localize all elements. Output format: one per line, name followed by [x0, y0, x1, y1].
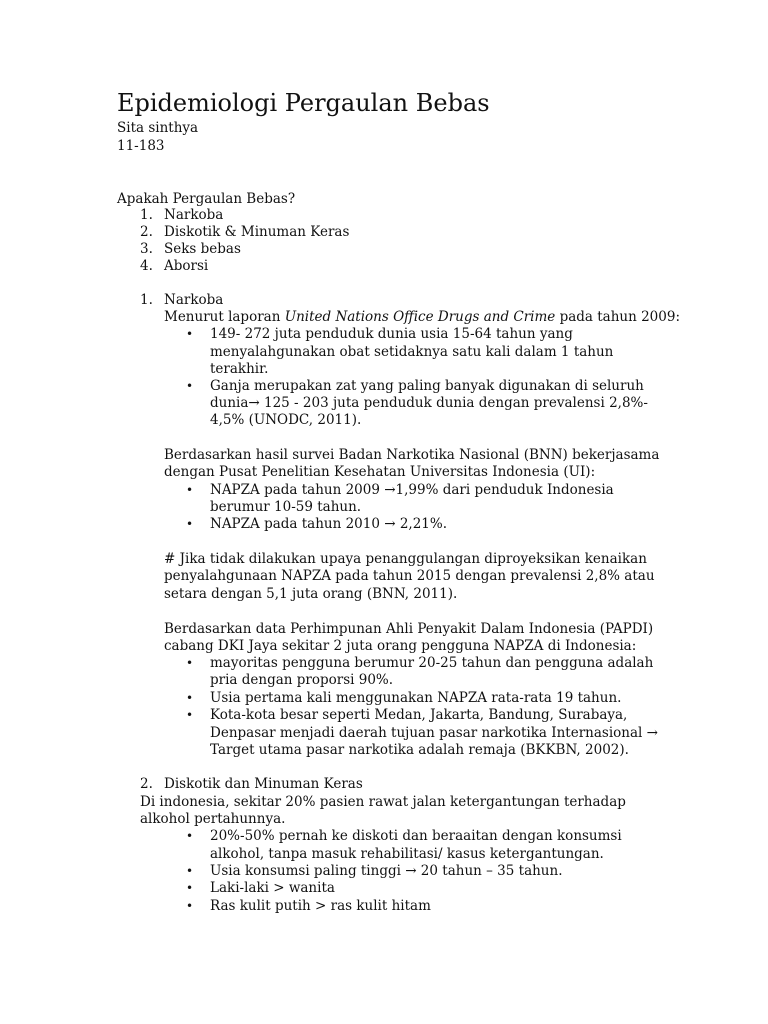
bullet-glyph: •: [186, 708, 194, 722]
bullet-glyph: •: [186, 656, 194, 670]
projection-line: penyalahgunaan NAPZA pada tahun 2015 dengan prevalensi 2,8% atau: [164, 568, 655, 584]
intro-item-label: Aborsi: [164, 258, 209, 274]
section-number: 1.: [140, 292, 153, 308]
papdi-intro-line: Berdasarkan data Perhimpunan Ahli Penyakit Dalam Indonesia (PAPDI): [164, 621, 654, 637]
bullet-glyph: •: [186, 881, 194, 895]
diskotik-intro-line: Di indonesia, sekitar 20% pasien rawat jalan ketergantungan terhadap: [140, 794, 626, 810]
bullet-glyph: •: [186, 327, 194, 341]
bullet-glyph: •: [186, 517, 194, 531]
bullet-text-line: Usia pertama kali menggunakan NAPZA rata-rata 19 tahun.: [210, 690, 622, 706]
section-heading: Diskotik dan Minuman Keras: [164, 776, 363, 792]
projection-line: # Jika tidak dilakukan upaya penanggulangan diproyeksikan kenaikan: [164, 551, 647, 567]
bullet-text-line: Ras kulit putih > ras kulit hitam: [210, 898, 431, 914]
bullet-text-line: terakhir.: [210, 361, 269, 377]
bullet-text-line: Target utama pasar narkotika adalah remaja (BKKBN, 2002).: [210, 742, 629, 758]
bullet-text-line: NAPZA pada tahun 2009 →1,99% dari penduduk Indonesia: [210, 482, 614, 498]
intro-item-number: 1.: [140, 207, 153, 223]
diskotik-intro-line: alkohol pertahunnya.: [140, 811, 286, 827]
bullet-text-line: 20%-50% pernah ke diskoti dan beraaitan dengan konsumsi: [210, 828, 622, 844]
bullet-glyph: •: [186, 829, 194, 843]
bullet-glyph: •: [186, 899, 194, 913]
bullet-text-line: Ganja merupakan zat yang paling banyak digunakan di seluruh: [210, 378, 644, 394]
bullet-text-line: 4,5% (UNODC, 2011).: [210, 412, 362, 428]
bullet-text-line: NAPZA pada tahun 2010 → 2,21%.: [210, 516, 448, 532]
bullet-glyph: •: [186, 864, 194, 878]
document-title: Epidemiologi Pergaulan Bebas: [117, 89, 490, 117]
bnn-intro-line: dengan Pusat Penelitian Kesehatan Universitas Indonesia (UI):: [164, 464, 596, 480]
section-number: 2.: [140, 776, 153, 792]
unodc-report-line: Menurut laporan United Nations Office Drugs and Crime pada tahun 2009:: [164, 309, 680, 325]
intro-question: Apakah Pergaulan Bebas?: [117, 191, 296, 207]
intro-item-number: 3.: [140, 241, 153, 257]
intro-item-label: Seks bebas: [164, 241, 241, 257]
papdi-intro-line: cabang DKI Jaya sekitar 2 juta orang pengguna NAPZA di Indonesia:: [164, 638, 637, 654]
bullet-glyph: •: [186, 691, 194, 705]
bullet-text-line: mayoritas pengguna berumur 20-25 tahun dan pengguna adalah: [210, 655, 654, 671]
bullet-glyph: •: [186, 379, 194, 393]
bullet-text-line: Usia konsumsi paling tinggi → 20 tahun – 35 tahun.: [210, 863, 563, 879]
intro-item-label: Narkoba: [164, 207, 224, 223]
author-name: Sita sinthya: [117, 120, 199, 136]
bullet-text-line: Denpasar menjadi daerah tujuan pasar narkotika Internasional →: [210, 725, 658, 741]
bullet-text-line: pria dengan proporsi 90%.: [210, 672, 394, 688]
section-heading: Narkoba: [164, 292, 224, 308]
bnn-intro-line: Berdasarkan hasil survei Badan Narkotika Nasional (BNN) bekerjasama: [164, 447, 660, 463]
intro-item-number: 2.: [140, 224, 153, 240]
bullet-text-line: berumur 10-59 tahun.: [210, 499, 362, 515]
bullet-text-line: Laki-laki > wanita: [210, 880, 335, 896]
bullet-text-line: 149- 272 juta penduduk dunia usia 15-64 tahun yang: [210, 326, 573, 342]
bullet-text-line: alkohol, tanpa masuk rehabilitasi/ kasus ketergantungan.: [210, 846, 604, 862]
projection-line: setara dengan 5,1 juta orang (BNN, 2011).: [164, 586, 458, 602]
bullet-text-line: Kota-kota besar seperti Medan, Jakarta, Bandung, Surabaya,: [210, 707, 628, 723]
report-source-name: United Nations Office Drugs and Crime: [284, 309, 556, 325]
intro-item-number: 4.: [140, 258, 153, 274]
bullet-text-line: dunia→ 125 - 203 juta penduduk dunia dengan prevalensi 2,8%-: [210, 395, 648, 411]
intro-item-label: Diskotik & Minuman Keras: [164, 224, 350, 240]
student-id: 11-183: [117, 138, 165, 154]
bullet-glyph: •: [186, 483, 194, 497]
bullet-text-line: menyalahgunakan obat setidaknya satu kali dalam 1 tahun: [210, 344, 614, 360]
